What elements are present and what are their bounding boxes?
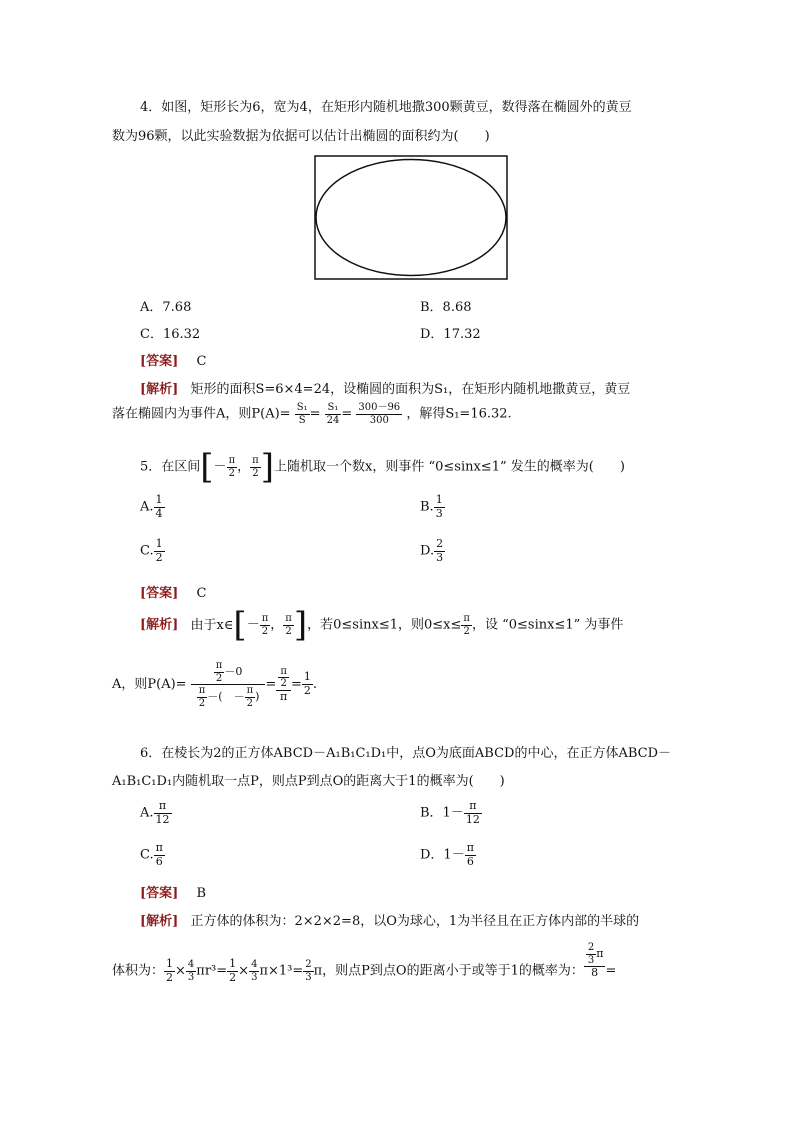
q6-stem-line2: A₁B₁C₁D₁内随机取一点P，则点P到点O的距离大于1的概率为( ) [112,774,505,789]
q6-option-c: C. $\frac{\pi}{6}$ [140,841,163,868]
answer-label: [答案] [140,886,179,901]
fraction: $\frac{4}{3}$ [251,959,258,983]
q6-analysis-line1 [140,910,639,929]
rectangle-ellipse-figure [314,155,508,281]
fraction: $\frac{1}{2}$ [303,670,311,697]
fraction: $\frac{1}{2}$ [155,537,163,564]
fraction: $\frac{\pi}{12}$ [465,799,480,826]
fraction: $\frac{2}{3}$ [587,942,595,966]
fraction: $\frac{1}{2}$ [166,957,174,984]
analysis-text: . [312,677,317,692]
fraction: $\frac{4}{3}$ [187,959,195,983]
q4-stem-line1: 4．如图，矩形长为6，宽为4，在矩形内随机地撒300颗黄豆，数得落在椭圆外的黄豆 [140,100,632,115]
compound-fraction: $\frac{\frac{\pi}{2}}{\pi}$ [276,666,291,704]
q6-answer [140,882,206,901]
fraction: $\frac{\pi}{2}$ [228,455,236,479]
analysis-text: ，若0≤sinx≤1，则0≤x≤ [307,617,462,633]
fraction: $\frac{2}{3}$ [436,537,444,564]
fraction: $\frac{\pi}{6}$ [155,841,163,868]
analysis-text: 体积为： [112,963,165,979]
stem-text: 上随机取一个数x，则事件 “0≤sinx≤1” 发生的概率为( ) [274,459,625,475]
analysis-text: = [265,677,277,692]
compound-fraction: $\frac{\pi}{2}$ －0 $\frac{\pi}{2}$ －( － $\frac{\pi}{2}$ ) [191,660,266,709]
q4-analysis-line1 [140,378,630,397]
q4-option-d: D．17.32 [420,327,481,342]
fraction: $\frac{2}{3}$ [305,959,312,983]
fraction: $\frac{\text{S₁}}{S}$ [296,402,308,426]
q5-option-a: A. $\frac{1}{4}$ [140,493,163,520]
fraction: $\frac{1}{4}$ [155,493,163,520]
fraction: $\frac{\pi}{2}$ [215,660,223,684]
q5-option-d: D. $\frac{2}{3}$ [420,537,444,564]
answer-value: C [196,586,207,601]
q4-option-b: B．8.68 [420,300,472,315]
fraction: $\frac{\pi}{12}$ [155,799,170,826]
q5-option-c: C. $\frac{1}{2}$ [140,537,163,564]
fraction: $\frac{\pi}{2}$ [285,613,292,637]
fraction: $\frac{\pi}{6}$ [466,841,474,868]
answer-label: [答案] [140,354,179,369]
q6-stem-line1: 6．在棱长为2的正方体ABCD－A₁B₁C₁D₁中，点O为底面ABCD的中心，在正方体ABCD－ [140,746,672,761]
analysis-text: 落在椭圆内为事件A，则P(A)= [112,406,291,422]
answer-value: B [196,886,207,901]
fraction: $\frac{\pi}{2}$ [246,685,254,709]
analysis-text: ，设 “0≤sinx≤1” 为事件 [471,617,624,633]
q5-stem: 5．在区间[－ $\frac{\pi}{2}$ ， $\frac{\pi}{2}$ ]上随机取一个数x，则事件 “0≤sinx≤1” 发生的概率为( ) [140,447,625,487]
q4-option-a: A．7.68 [140,300,192,315]
analysis-text: A，则P(A)= [112,677,187,692]
fraction: $\frac{\pi}{2}$ [280,665,287,690]
q6-analysis-line2: 体积为： $\frac{1}{2}$ × $\frac{4}{3}$ πr³= $\frac{1}{2}$ × $\frac{4}{3}$ π×1³= $\frac{2}{3}$ π，则点P到点O的距离小于或等于1的概率为： $\frac{2}{3}$ π 8 = [112,942,617,984]
analysis-label: [解析] [140,617,179,633]
stem-text: 5．在区间 [140,459,201,475]
q4-answer [140,350,206,369]
answer-label: [答案] [140,586,179,601]
fraction: $\frac{1}{3}$ [435,493,443,520]
q4-analysis-line2: 落在椭圆内为事件A，则P(A)= $\frac{\text{S₁}}{S}$ = $\frac{\text{S₁}}{24}$ = $\frac{300-96}{300}$ ，解得S₁=16.32. [112,402,512,426]
analysis-label: [解析] [140,914,179,929]
compound-fraction: $\frac{2}{3}$ π 8 [584,942,606,980]
fraction: $\frac{\pi}{2}$ [261,613,269,637]
q4-option-c: C．16.32 [140,327,201,342]
q6-option-b: B．1－ $\frac{\pi}{12}$ [420,799,480,826]
analysis-text: 正方体的体积为：2×2×2=8，以O为球心，1为半径且在正方体内部的半球的 [190,914,640,929]
fraction: $\frac{\pi}{2}$ [252,455,259,479]
analysis-text: ，解得S₁=16.32. [406,406,512,422]
fraction: $\frac{300-96}{300}$ [358,402,401,426]
analysis-text: 矩形的面积S=6×4=24，设椭圆的面积为S₁，在矩形内随机地撒黄豆，黄豆 [190,382,631,397]
q5-analysis-line1: [解析] 由于x∈[－ $\frac{\pi}{2}$ ， $\frac{\pi}{2}$ ]，若0≤sinx≤1，则0≤x≤ $\frac{\pi}{2}$ ，设 “0≤sinx≤1” 为事件 [140,605,624,645]
fraction: $\frac{1}{2}$ [229,957,237,984]
fraction: $\frac{\pi}{2}$ [198,685,206,709]
analysis-label: [解析] [140,382,179,397]
q5-analysis-line2: A，则P(A)= $\frac{\pi}{2}$ －0 $\frac{\pi}{2}$ －( － $\frac{\pi}{2}$ ) = $\frac{\frac{\pi}{2}}{\pi}$ = $\frac{1}{2}$ . [112,660,317,709]
q5-option-b: B. $\frac{1}{3}$ [420,493,443,520]
fraction: $\frac{\pi}{2}$ [463,613,470,637]
q5-answer [140,582,206,601]
q6-option-d: D．1－ $\frac{\pi}{6}$ [420,841,474,868]
fraction: $\frac{\text{S₁}}{24}$ [326,402,340,426]
q4-stem-line2: 数为96颗，以此实验数据为依据可以估计出椭圆的面积约为( ) [112,129,490,144]
answer-value: C [196,354,207,369]
q6-option-a: A. $\frac{\pi}{12}$ [140,799,170,826]
analysis-text: 由于x∈ [190,617,234,633]
